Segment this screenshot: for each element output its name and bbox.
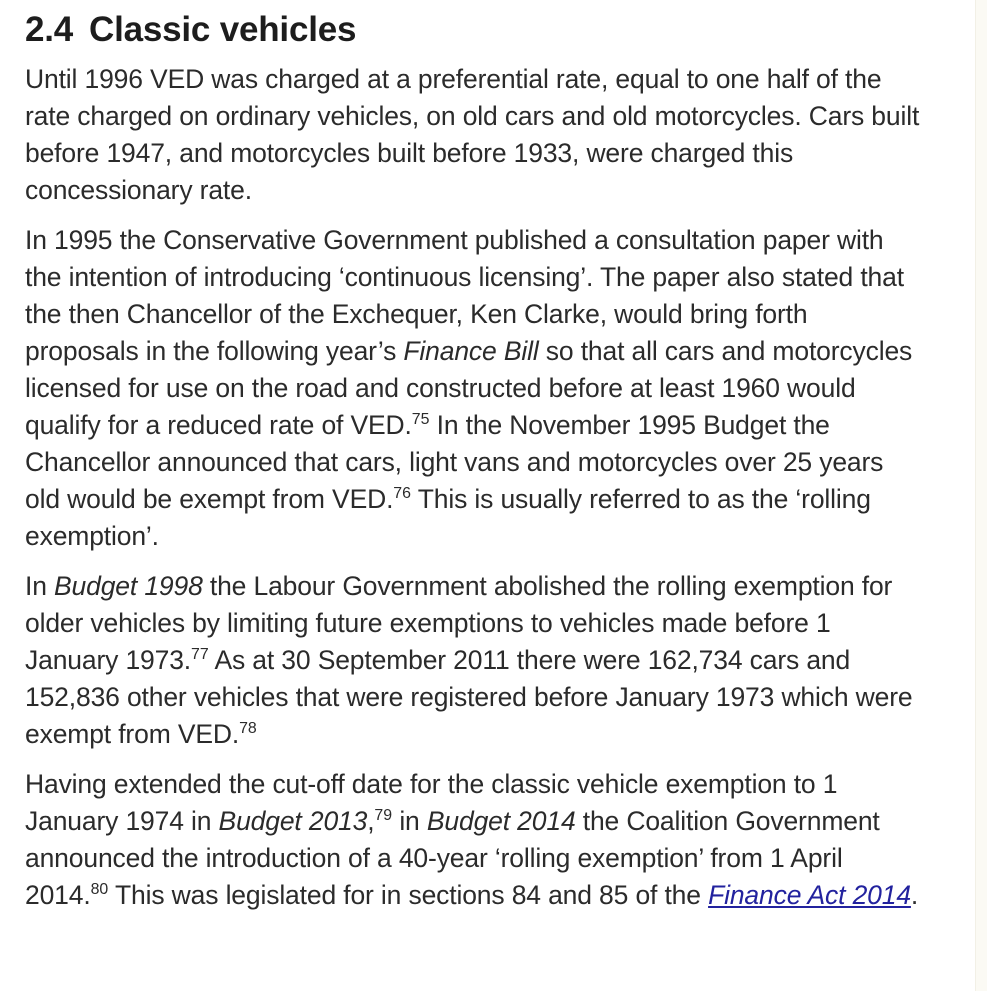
paragraph-4-italic-budget-2014: Budget 2014 bbox=[426, 806, 576, 837]
footnote-ref-76[interactable]: 76 bbox=[393, 485, 411, 503]
paragraph-2-run-3: In the November 1995 Budget the Chancellor announced that cars, light vans and motorcycles over 25 years old would be exempt from VED. bbox=[25, 410, 884, 515]
section-title: Classic vehicles bbox=[89, 10, 357, 49]
paragraph-4-run-3: in bbox=[392, 806, 427, 837]
footnote-ref-79[interactable]: 79 bbox=[374, 807, 393, 825]
page-title bbox=[25, 10, 925, 49]
paragraph-2-run-1: In 1995 the Conservative Government published a consultation paper with the intention of introducing ‘continuous licensing’. The paper also stated that the then Chancellor of the Exchequer, Ken Clarke, would bring forth proposals in the following year’s bbox=[25, 225, 904, 367]
paragraph-2-italic-finance-bill: Finance Bill bbox=[403, 336, 539, 367]
page-right-edge bbox=[975, 0, 987, 991]
paragraph-2-run-2: so that all cars and motorcycles licensed for use on the road and constructed before at least 1960 would qualify for a reduced rate of VED. bbox=[25, 336, 913, 441]
paragraph-4-italic-budget-2013: Budget 2013 bbox=[218, 806, 368, 837]
finance-act-2014-link[interactable]: Finance Act 2014 bbox=[708, 880, 911, 911]
paragraph-1 bbox=[25, 61, 925, 209]
footnote-ref-80[interactable]: 80 bbox=[90, 881, 109, 899]
paragraph-3-run-2: the Labour Government abolished the rolling exemption for older vehicles by limiting future exemptions to vehicles made before 1 January 1973. bbox=[25, 571, 893, 676]
paragraph-3 bbox=[25, 568, 925, 753]
paragraph-4-run-5: This was legislated for in sections 84 and 85 of the bbox=[108, 880, 709, 911]
paragraph-3-run-1: In bbox=[25, 571, 55, 602]
footnote-ref-78[interactable]: 78 bbox=[239, 720, 257, 738]
paragraph-4-run-4: the Coalition Government announced the introduction of a 40-year ‘rolling exemption’ from 1 April 2014. bbox=[25, 806, 880, 911]
footnote-ref-75[interactable]: 75 bbox=[411, 411, 430, 429]
paragraph-1-text: Until 1996 VED was charged at a preferential rate, equal to one half of the rate charged on ordinary vehicles, on old cars and old motorcycles. Cars built before 1947, and motorcycles built before 1933, were charged this concessionary rate. bbox=[25, 64, 920, 206]
paragraph-4-run-2: , bbox=[367, 806, 375, 837]
section-number: 2.4 bbox=[25, 10, 74, 49]
paragraph-3-italic-budget-1998: Budget 1998 bbox=[54, 571, 203, 602]
footnote-ref-77[interactable]: 77 bbox=[191, 646, 209, 664]
paragraph-4-run-1: Having extended the cut-off date for the classic vehicle exemption to 1 January 1974 in bbox=[25, 769, 838, 837]
paragraph-2-run-4: This is usually referred to as the ‘rolling exemption’. bbox=[25, 484, 871, 552]
paragraph-4 bbox=[25, 766, 925, 914]
paragraph-2 bbox=[25, 222, 925, 555]
paragraph-4-run-6: . bbox=[910, 880, 919, 911]
paragraph-3-run-3: As at 30 September 2011 there were 162,734 cars and 152,836 other vehicles that were registered before January 1973 which were exempt from VED. bbox=[25, 645, 913, 750]
